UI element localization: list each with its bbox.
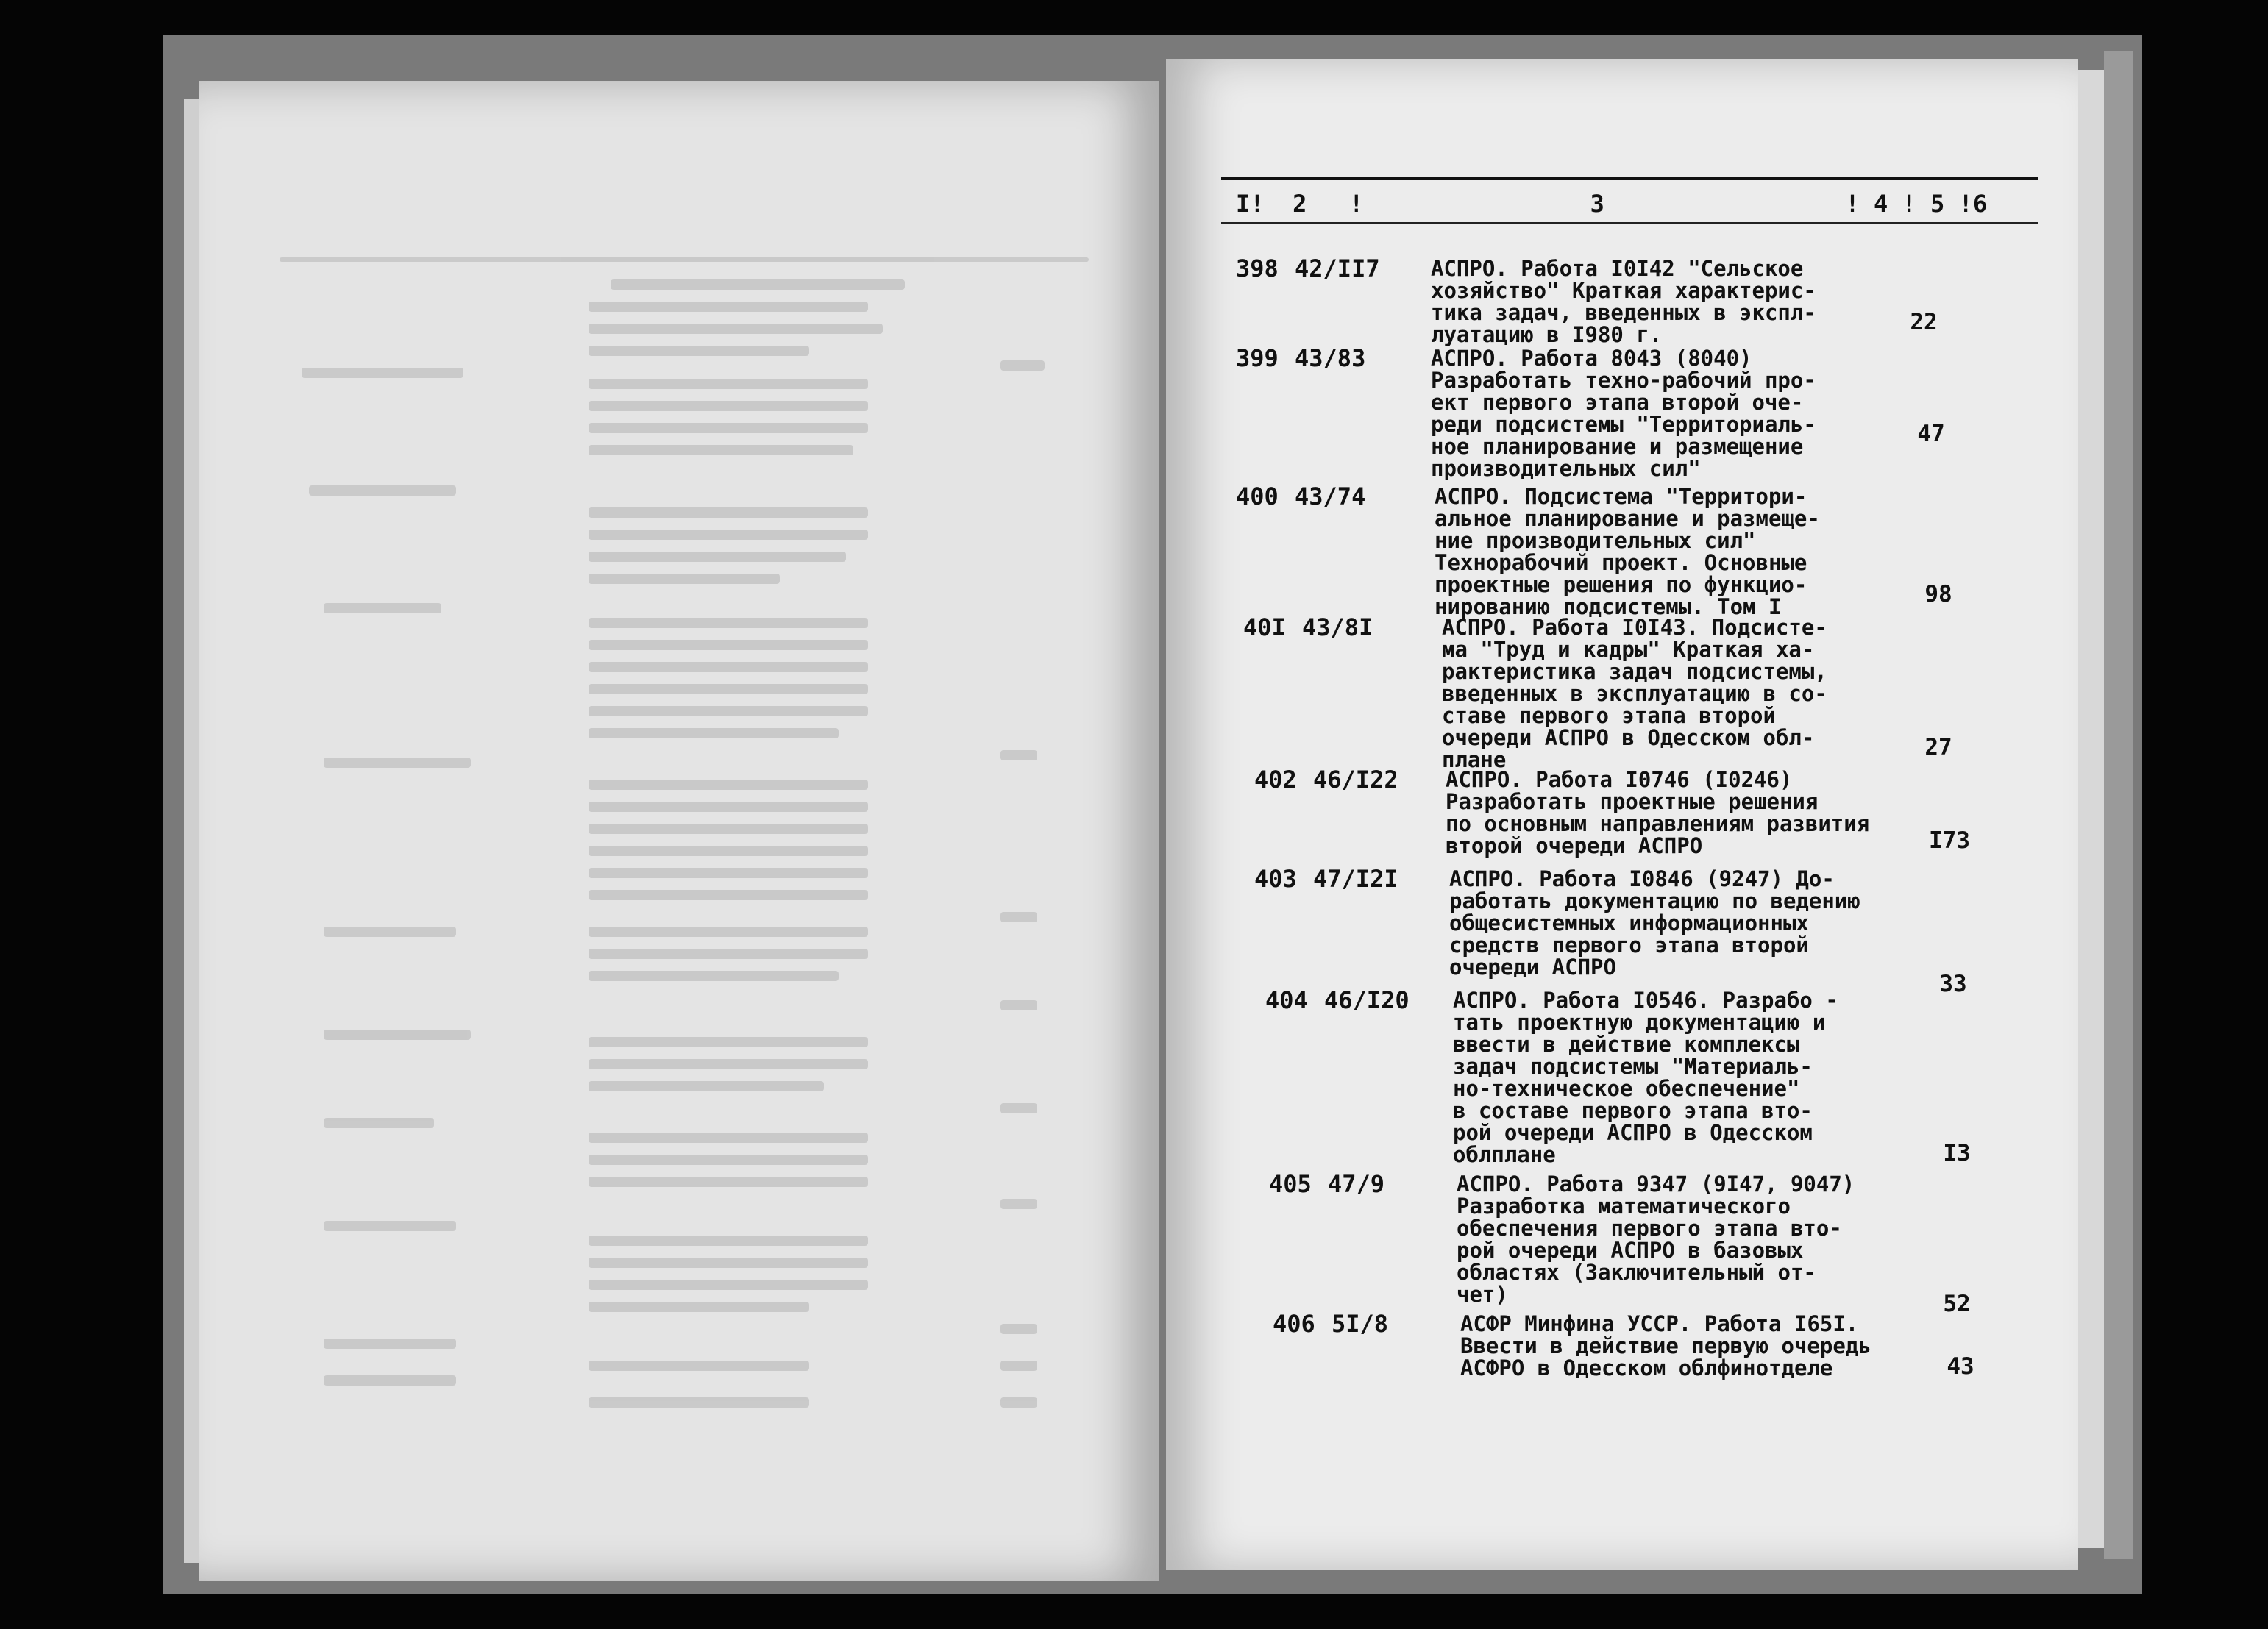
entry-description-line: по основным направлениям развития [1446,811,1870,836]
entry-description-line: рой очереди АСПРО в базовых [1457,1238,1804,1263]
entry-page-count: 43 [1947,1353,1974,1380]
entry-description-line: введенных в эксплуатацию в со- [1442,681,1827,706]
entry-code: 42/II7 [1295,254,1380,282]
entry-page-count: 33 [1939,971,1967,997]
table-header-rule [1221,222,2038,224]
entry-number: 404 [1265,986,1308,1014]
entry-code: 47/9 [1328,1170,1385,1198]
entry-code: 47/I2I [1313,865,1398,893]
entry-description-line: АСПРО. Работа I0746 (I0246) [1446,767,1793,792]
entry-description-line: АСПРО. Подсистема "Территори- [1435,484,1807,509]
entry-page-count: 27 [1924,734,1952,760]
entry-description-line: облплане [1453,1142,1556,1167]
entry-description-line: рой очереди АСПРО в Одесском [1453,1120,1813,1145]
entry-description-line: АСПРО. Работа I0I42 "Сельское [1431,256,1804,281]
entry-description-line: реди подсистемы "Территориаль- [1431,412,1816,437]
entry-description-line: ставе первого этапа второй [1442,703,1776,728]
entry-number: 405 [1269,1170,1312,1198]
entry-number: 398 [1236,254,1279,282]
entry-description-line: тика задач, введенных в экспл- [1431,300,1816,325]
entry-description-line: средств первого этапа второй [1449,933,1809,958]
entry-description-line: ние производительных сил" [1435,528,1756,553]
entry-description-line: но-техническое обеспечение" [1453,1076,1800,1101]
entry-description-line: плане [1442,747,1507,772]
entry-description-line: проектные решения по функцио- [1435,572,1807,597]
entry-description [1431,257,1887,346]
entry-description-line: тать проектную документацию и [1453,1010,1826,1035]
entry-description-line: АСПРО. Работа 9347 (9I47, 9047) [1457,1172,1855,1197]
entry-code: 46/I22 [1313,766,1398,794]
entry-description-line: АСФРО в Одесском облфинотделе [1460,1355,1833,1380]
entry-number: 406 [1273,1310,1315,1338]
entry-description-line: хозяйство" Краткая характерис- [1431,278,1816,303]
entry-description-line: ввести в действие комплексы [1453,1032,1800,1057]
entry-description [1460,1313,1916,1379]
entry-page-count: 47 [1917,421,1945,447]
left-page-bleed-through [280,221,1126,1471]
entry-number: 40I [1243,613,1286,641]
entry-description-line: Разработать проектные решения [1446,789,1819,814]
entry-description-line: луатацию в I980 г. [1431,322,1663,347]
entry-number: 403 [1254,865,1297,893]
entry-description [1453,989,1909,1166]
entry-description-line: АСПРО. Работа I0846 (9247) До- [1449,866,1835,891]
entry-description-line: производительных сил" [1431,456,1701,481]
entry-description-line: областях (Заключительный от- [1457,1260,1816,1285]
entry-code: 43/74 [1295,482,1366,510]
entry-description-line: ект первого этапа второй оче- [1431,390,1804,415]
entry-description-line: ма "Труд и кадры" Краткая ха- [1442,637,1815,662]
entry-description-line: альное планирование и размеще- [1435,506,1820,531]
entry-description-line: в составе первого этапа вто- [1453,1098,1813,1123]
entry-description [1446,769,1902,857]
entry-code: 43/83 [1295,344,1366,372]
entry-description-line: очереди АСПРО [1449,955,1616,980]
entry-description-line: Разработка математического [1457,1194,1791,1219]
entry-page-count: 22 [1910,309,1938,335]
entry-code: 43/8I [1302,613,1373,641]
table-header: I! 2 ! 3 ! 4 ! 5 !6 [1236,190,1988,218]
entry-description-line: работать документацию по ведению [1449,888,1860,913]
entry-description [1431,347,1887,480]
entry-number: 400 [1236,482,1279,510]
entry-description-line: рактеристика задач подсистемы, [1442,659,1827,684]
entry-description-line: общесистемных информационных [1449,910,1809,935]
entry-description-line: Ввести в действие первую очередь [1460,1333,1871,1358]
register-table [1221,177,2038,1427]
entry-description [1435,485,1891,618]
entry-description-line: очереди АСПРО в Одесском обл- [1442,725,1815,750]
entry-description [1449,868,1905,978]
entry-code: 46/I20 [1324,986,1409,1014]
entry-description-line: ное планирование и размещение [1431,434,1804,459]
entry-description [1442,616,1898,771]
entry-description-line: чет) [1457,1282,1508,1307]
entry-description [1457,1173,1913,1305]
entry-description-line: АСФР Минфина УССР. Работа I65I. [1460,1311,1859,1336]
entry-description-line: АСПРО. Работа 8043 (8040) [1431,346,1752,371]
entry-page-count: 98 [1924,581,1952,607]
entry-description-line: задач подсистемы "Материаль- [1453,1054,1813,1079]
entry-description-line: второй очереди АСПРО [1446,833,1703,858]
entry-description-line: АСПРО. Работа I0I43. Подсисте- [1442,615,1827,640]
entry-number: 399 [1236,344,1279,372]
entry-number: 402 [1254,766,1297,794]
entry-description-line: нированию подсистемы. Том I [1435,594,1782,619]
table-top-rule [1221,177,2038,180]
entry-description-line: Разработать техно-рабочий про- [1431,368,1816,393]
entry-page-count: I73 [1929,827,1970,854]
entry-page-count: I3 [1943,1140,1971,1166]
entry-page-count: 52 [1943,1291,1971,1317]
entry-code: 5I/8 [1332,1310,1389,1338]
entry-description-line: АСПРО. Работа I0546. Разрабо - [1453,988,1838,1013]
entry-description-line: обеспечения первого этапа вто- [1457,1216,1842,1241]
entry-description-line: Технорабочий проект. Основные [1435,550,1807,575]
book-cover-edge [2104,51,2133,1559]
